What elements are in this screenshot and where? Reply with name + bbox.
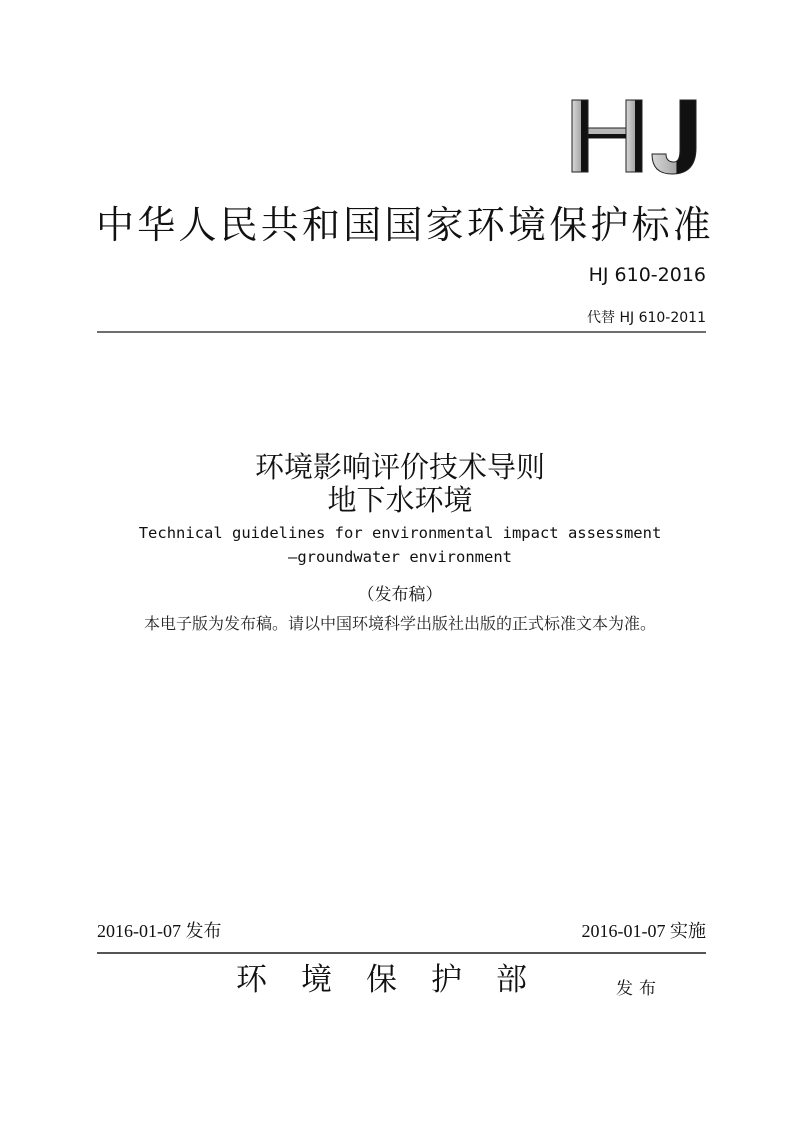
- standard-organization: 中华人民共和国国家环境保护标准: [96, 203, 715, 247]
- hj-logo: [568, 96, 708, 176]
- implement-date: 2016-01-07 实施: [581, 921, 706, 941]
- issue-label: 发布: [616, 979, 662, 999]
- title-en-line2: —groundwater environment: [288, 548, 512, 566]
- title-en-line1: Technical guidelines for environmental impact assessment: [138, 524, 662, 542]
- title-cn-line1: 环境影响评价技术导则: [254, 450, 545, 484]
- title-cn-line2: 地下水环境: [327, 483, 473, 517]
- publish-date: 2016-01-07 发布: [97, 921, 222, 941]
- edition-note: 本电子版为发布稿。请以中国环境科学出版社出版的正式标准文本为准。: [143, 614, 656, 633]
- issuing-authority: 环境保护部: [236, 962, 561, 998]
- header-divider: [97, 331, 706, 333]
- replaces-standard: 代替 HJ 610-2011: [587, 310, 706, 326]
- draft-label: （发布稿）: [357, 585, 443, 605]
- standard-number: HJ 610-2016: [588, 264, 706, 286]
